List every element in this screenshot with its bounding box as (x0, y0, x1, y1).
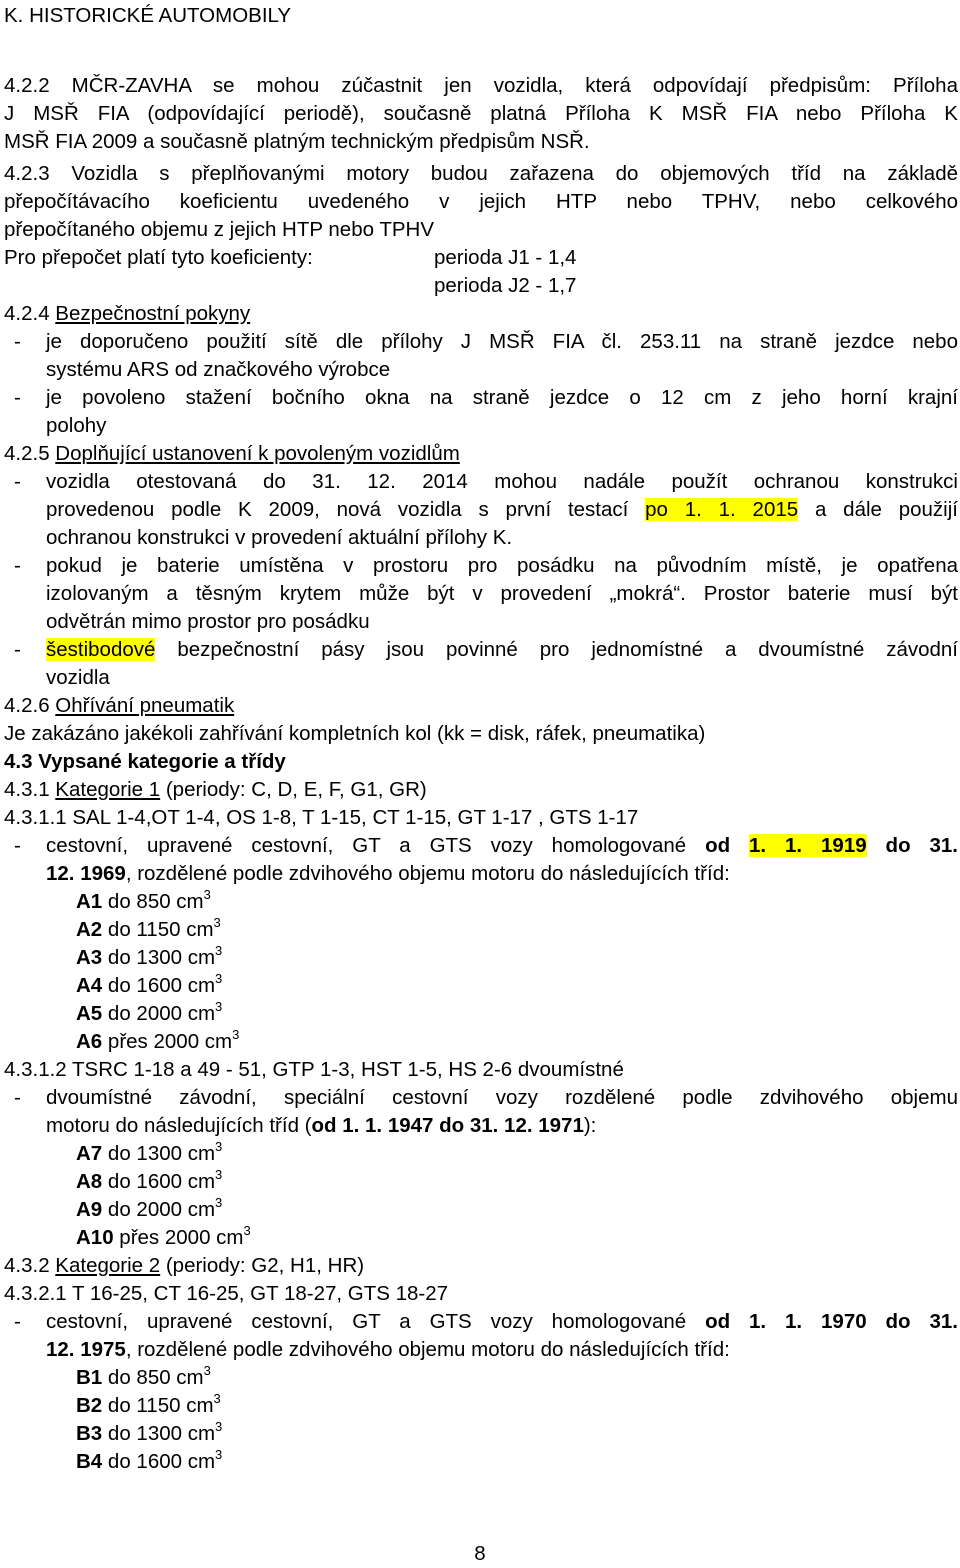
bullet-dash: - (14, 330, 21, 353)
s431-heading: 4.3.1 Kategorie 1 (periody: C, D, E, F, G1, GR) (4, 778, 427, 801)
class-b1: B1 do 850 $cm^3$ (76, 1363, 211, 1389)
class-b2: B2 do 1150 $cm^3$ (76, 1391, 221, 1417)
s4311-line-2: 12. 1969, rozdělené podle zdvihového objemu motoru do následujících tříd: (46, 862, 730, 885)
class-a1: A1 do 850 $cm^3$ (76, 887, 211, 913)
s423-line-1: 4.2.3 Vozidla s přeplňovanými motory budou zařazena do objemových tříd na základě (4, 162, 958, 185)
bullet-dash: - (14, 386, 21, 409)
s425-item-2-line-1: pokud je baterie umístěna v prostoru pro posádku na původním místě, je opatřena (46, 554, 958, 577)
class-a10: A10 přes 2000 $cm^3$ (76, 1223, 251, 1249)
page-number: 8 (474, 1542, 486, 1565)
s426-heading: 4.2.6 Ohřívání pneumatik (4, 694, 235, 717)
s4312-line-2: motoru do následujících tříd (od 1. 1. 1947 do 31. 12. 1971): (46, 1114, 597, 1137)
s424-heading: 4.2.4 Bezpečnostní pokyny (4, 302, 251, 325)
page-header: K. HISTORICKÉ AUTOMOBILY (4, 4, 292, 27)
s4321-line-2: 12. 1975, rozdělené podle zdvihového objemu motoru do následujících tříd: (46, 1338, 730, 1361)
class-a3: A3 do 1300 $cm^3$ (76, 943, 223, 969)
highlight-belts: šestibodové (46, 638, 156, 661)
s424-item-2-line-2: polohy (46, 414, 107, 437)
s425-item-1-line-1: vozidla otestovaná do 31. 12. 2014 mohou nadále použít ochranou konstrukci (46, 470, 958, 493)
class-a5: A5 do 2000 $cm^3$ (76, 999, 223, 1025)
s424-item-1-line-1: je doporučeno použití sítě dle přílohy J MSŘ FIA čl. 253.11 na straně jezdce nebo (46, 330, 958, 353)
s423-line-3: přepočítaného objemu z jejich HTP nebo TPHV (4, 218, 434, 241)
class-a7: A7 do 1300 $cm^3$ (76, 1139, 223, 1165)
s424-title: Bezpečnostní pokyny (55, 302, 251, 325)
class-a6: A6 přes 2000 $cm^3$ (76, 1027, 240, 1053)
bullet-dash: - (14, 638, 21, 661)
class-a2: A2 do 1150 $cm^3$ (76, 915, 221, 941)
highlight-year: 1. 1. 1919 (749, 834, 867, 857)
s425-item-3-line-2: vozidla (46, 666, 110, 689)
s425-item-1-line-2: provedenou podle K 2009, nová vozidla s první testací po 1. 1. 2015 a dále použijí (46, 498, 958, 521)
class-a9: A9 do 2000 $cm^3$ (76, 1195, 223, 1221)
s423-line-5 (4, 272, 958, 300)
s43-heading: 4.3 Vypsané kategorie a třídy (4, 750, 286, 773)
bullet-dash: - (14, 1310, 21, 1333)
s423-line-2: přepočítávacího koeficientu uvedeného v jejich HTP nebo TPHV, nebo celkového (4, 190, 958, 213)
coefficient-j2: perioda J2 - 1,7 (434, 274, 577, 297)
class-b4: B4 do 1600 $cm^3$ (76, 1447, 223, 1473)
s426-text: Je zakázáno jakékoli zahřívání kompletních kol (kk = disk, ráfek, pneumatika) (4, 722, 706, 745)
s4312-line-1: dvoumístné závodní, speciální cestovní vozy rozdělené podle zdvihového objemu (46, 1086, 958, 1109)
s4311-heading: 4.3.1.1 SAL 1-4,OT 1-4, OS 1-8, T 1-15, CT 1-15, GT 1-17 , GTS 1-17 (4, 806, 639, 829)
s4321-line-1: cestovní, upravené cestovní, GT a GTS vozy homologované od 1. 1. 1970 do 31. (46, 1310, 958, 1333)
s425-item-1-line-3: ochranou konstrukci v provedení aktuální přílohy K. (46, 526, 513, 549)
s425-item-2-line-2: izolovaným a těsným krytem může být v provedení „mokrá“. Prostor baterie musí být (46, 582, 958, 605)
class-a4: A4 do 1600 $cm^3$ (76, 971, 223, 997)
s424-item-1-line-2: systému ARS od značkového výrobce (46, 358, 391, 381)
coefficients-label: Pro přepočet platí tyto koeficienty: (4, 246, 313, 269)
s432-title: Kategorie 2 (55, 1254, 161, 1277)
s4312-heading: 4.3.1.2 TSRC 1-18 a 49 - 51, GTP 1-3, HST 1-5, HS 2-6 dvoumístné (4, 1058, 624, 1081)
bullet-dash: - (14, 554, 21, 577)
s422-line-2: J MSŘ FIA (odpovídající periodě), současně platná Příloha K MSŘ FIA nebo Příloha K (4, 102, 958, 125)
s424-item-2-line-1: je povoleno stažení bočního okna na straně jezdce o 12 cm z jeho horní krajní (46, 386, 958, 409)
s425-item-2-line-3: odvětrán mimo prostor pro posádku (46, 610, 370, 633)
bullet-dash: - (14, 834, 21, 857)
s4311-line-1: cestovní, upravené cestovní, GT a GTS vozy homologované od 1. 1. 1919 do 31. (46, 834, 958, 857)
s431-title: Kategorie 1 (55, 778, 161, 801)
bullet-dash: - (14, 470, 21, 493)
s423-line-4 (4, 244, 958, 272)
class-a8: A8 do 1600 $cm^3$ (76, 1167, 223, 1193)
s4321-heading: 4.3.2.1 T 16-25, CT 16-25, GT 18-27, GTS 18-27 (4, 1282, 449, 1305)
s426-title: Ohřívání pneumatik (55, 694, 235, 717)
s422-line-1: 4.2.2 MČR-ZAVHA se mohou zúčastnit jen vozidla, která odpovídají předpisům: Příloha (4, 74, 958, 97)
bullet-dash: - (14, 1086, 21, 1109)
highlight-date: po 1. 1. 2015 (645, 498, 799, 521)
s425-title: Doplňující ustanovení k povoleným vozidlům (55, 442, 460, 465)
s425-heading: 4.2.5 Doplňující ustanovení k povoleným vozidlům (4, 442, 460, 465)
coefficient-j1: perioda J1 - 1,4 (434, 246, 577, 269)
class-b3: B3 do 1300 $cm^3$ (76, 1419, 223, 1445)
s432-heading: 4.3.2 Kategorie 2 (periody: G2, H1, HR) (4, 1254, 365, 1277)
s422-line-3: MSŘ FIA 2009 a současně platným technickým předpisům NSŘ. (4, 130, 590, 153)
s425-item-3-line-1: šestibodové bezpečnostní pásy jsou povinné pro jednomístné a dvoumístné závodní (46, 638, 958, 661)
